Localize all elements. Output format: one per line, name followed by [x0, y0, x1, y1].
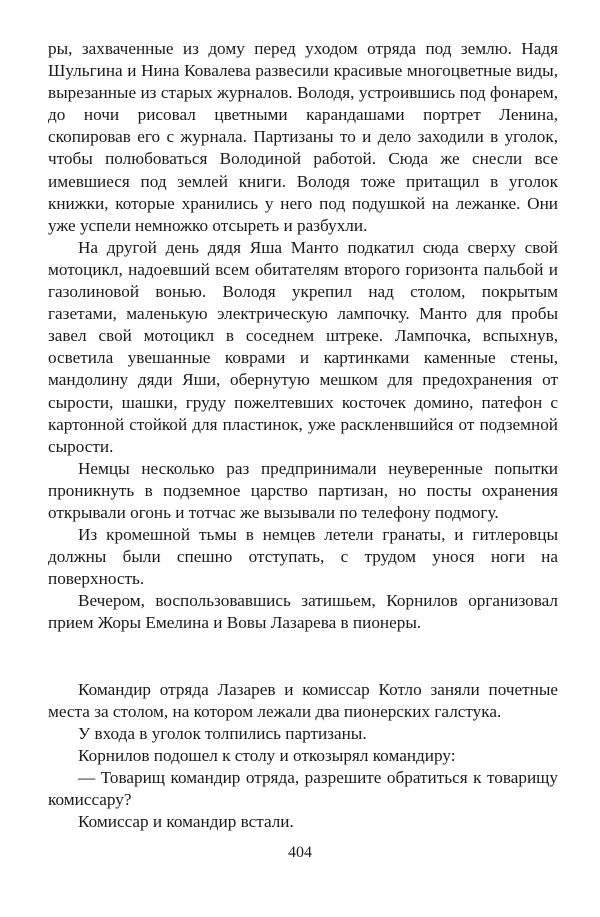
section-gap [48, 635, 558, 679]
paragraph-6: Командир отряда Лазарев и комиссар Котло заняли почетные места за столом, на котором лежали два пионерских галстука. [48, 679, 558, 721]
paragraph-2: На другой день дядя Яша Манто подкатил сюда сверху свой мотоцикл, надоевший всем обитателям второго горизонта пальбой и газолиновой вонью. Володя укрепил над столом, покрытым газетами, маленькую электрическую лампочку. Манто для пробы завел свой мотоцикл в соседнем штреке. Лампочка, вспыхнув, осветила увешанные коврами и картинками каменные стены, мандолину дяди Яши, обернутую мешком для предохранения от сырости, шашки, груду пожелтевших косточек домино, патефон с картонной стойкой для пластинок, уже раскленвшийся от подземной сырости. [48, 237, 558, 456]
paragraph-10: Комиссар и командир встали. [78, 812, 294, 832]
paragraph-1: ры, захваченные из дому перед уходом отряда под землю. Надя Шульгина и Нина Ковалева развесили красивые многоцветные виды, вырезанные из старых журналов. Володя, устроившись под фонарем, до ночи рисовал цветными карандашами портрет Ленина, скопировав его с журнала. Партизаны то и дело заходили в уголок, чтобы полюбоваться Володиной работой. Сюда же снесли все имевшиеся под землей книги. Володя тоже притащил в уголок книжки, которые хранились у него под подушкой на лежанке. Они уже успели немножко отсыреть и разбухли. [48, 39, 558, 235]
paragraph-4: Из кромешной тьмы в немцев летели гранаты, и гитлеровцы должны были спешно отступать, с трудом унося ноги на поверхность. [48, 525, 558, 589]
paragraph-8: Корнилов подошел к столу и откозырял командиру: [78, 745, 456, 765]
paragraph-9: — Товарищ командир отряда, разрешите обратиться к товарищу комиссару? [48, 767, 558, 809]
paragraph-7: У входа в уголок толпились партизаны. [78, 723, 367, 743]
page-number: 404 [288, 844, 312, 861]
page-text [48, 38, 558, 833]
paragraph-5: Вечером, воспользовавшись затишьем, Корнилов организовал прием Жоры Емелина и Вовы Лазарева в пионеры. [48, 591, 558, 633]
paragraph-3: Немцы несколько раз предпринимали неуверенные попытки проникнуть в подземное царство партизан, но посты охранения открывали огонь и тотчас же вызывали по телефону подмогу. [48, 458, 558, 522]
